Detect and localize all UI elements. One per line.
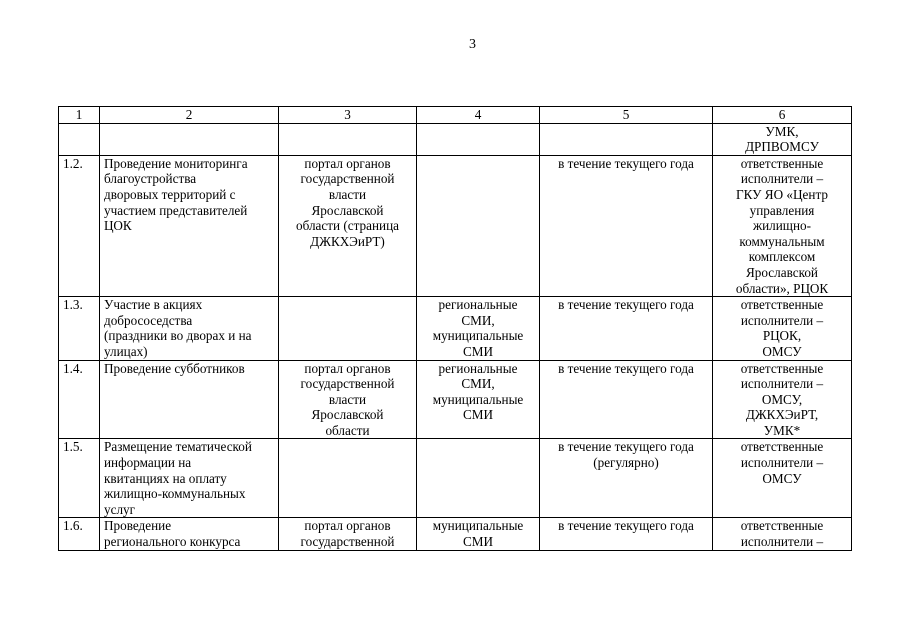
activity-line: услуг — [104, 501, 136, 517]
table-row — [59, 297, 852, 360]
activity-cell — [100, 360, 279, 439]
item-number-cell: 1.6. — [59, 518, 100, 550]
executors-line: исполнители – — [740, 534, 824, 550]
activity-line: улицах) — [104, 343, 148, 359]
portal-line: области — [325, 422, 370, 438]
column-header-3: 3 — [279, 107, 417, 124]
activity-line: Проведение — [104, 518, 172, 534]
portal-cell — [279, 439, 417, 518]
portal-line: власти — [328, 391, 367, 407]
executors-line: Ярославской — [746, 264, 818, 280]
executors-line: ОМСУ — [762, 343, 802, 359]
media-line: СМИ — [462, 343, 494, 359]
activity-line: участием представителей — [104, 202, 248, 218]
activity-line: благоустройства — [104, 171, 197, 187]
portal-line: Ярославской — [311, 202, 384, 218]
executors-line: исполнители – — [740, 312, 824, 328]
portal-cell — [279, 297, 417, 360]
executors-line: ОМСУ, — [761, 391, 803, 407]
period-line: в течение текущего года — [558, 518, 694, 534]
activity-line: квитанциях на оплату — [104, 470, 227, 486]
activity-line: добрососедства — [104, 312, 193, 328]
column-header-6: 6 — [713, 107, 852, 124]
media-line: СМИ — [462, 407, 494, 423]
period-line: в течение текущего года — [558, 360, 694, 376]
portal-line: Ярославской — [311, 407, 384, 423]
portal-line: государственной — [300, 534, 395, 550]
table-row — [59, 518, 852, 550]
activity-line: (праздники во дворах и на — [104, 328, 252, 344]
media-cell — [417, 360, 540, 439]
period-cell — [540, 155, 713, 296]
activity-line: ЦОК — [104, 218, 132, 234]
period-line: в течение текущего года — [558, 155, 694, 171]
portal-line: портал органов — [304, 518, 391, 534]
portal-line: государственной — [300, 376, 395, 392]
table-body — [59, 107, 852, 551]
portal-line: портал органов — [304, 155, 391, 171]
activity-line: Размещение тематической — [104, 439, 252, 455]
executors-line: УМК* — [763, 422, 801, 438]
activity-cell — [100, 518, 279, 550]
executors-line: коммунальным — [739, 233, 825, 249]
period-cell — [540, 123, 713, 155]
executors-line: жилищно- — [752, 218, 811, 234]
item-number-cell: 1.4. — [59, 360, 100, 439]
executors-cell — [713, 155, 852, 296]
executors-line: области», РЦОК — [735, 280, 829, 296]
item-number-cell — [59, 123, 100, 155]
portal-cell — [279, 360, 417, 439]
activity-line: Проведение мониторинга — [104, 155, 248, 171]
activity-cell — [100, 439, 279, 518]
executors-line: ДРПВОМСУ — [745, 139, 819, 155]
item-number-cell: 1.2. — [59, 155, 100, 296]
media-cell — [417, 297, 540, 360]
portal-cell — [279, 518, 417, 550]
period-cell — [540, 439, 713, 518]
column-header-5: 5 — [540, 107, 713, 124]
executors-line: УМК, — [765, 123, 799, 139]
executors-cell — [713, 297, 852, 360]
executors-line: ответственные — [740, 155, 824, 171]
activity-cell — [100, 297, 279, 360]
executors-cell — [713, 439, 852, 518]
period-line: в течение текущего года — [558, 439, 694, 455]
activity-line: регионального конкурса — [104, 534, 241, 550]
table-header-row — [59, 107, 852, 124]
activity-line: дворовых территорий с — [104, 186, 236, 202]
media-line: региональные — [438, 297, 518, 313]
period-cell — [540, 360, 713, 439]
executors-line: исполнители – — [740, 376, 824, 392]
period-line: (регулярно) — [593, 455, 659, 471]
executors-line: исполнители – — [740, 455, 824, 471]
executors-line: ГКУ ЯО «Центр — [736, 186, 828, 202]
period-cell — [540, 297, 713, 360]
media-line: СМИ, — [461, 376, 495, 392]
activity-cell — [100, 155, 279, 296]
activity-line: Проведение субботников — [104, 360, 245, 376]
executors-cell — [713, 123, 852, 155]
activity-line: информации на — [104, 455, 192, 471]
portal-line: власти — [328, 186, 367, 202]
executors-cell — [713, 360, 852, 439]
media-line: муниципальные — [432, 518, 524, 534]
media-cell — [417, 155, 540, 296]
executors-line: ответственные — [740, 360, 824, 376]
media-line: региональные — [438, 360, 518, 376]
executors-line: ответственные — [740, 518, 824, 534]
executors-line: РЦОК, — [762, 328, 802, 344]
column-header-4: 4 — [417, 107, 540, 124]
executors-line: комплексом — [748, 249, 816, 265]
executors-line: ДЖКХЭиРТ, — [745, 407, 819, 423]
portal-line: портал органов — [304, 360, 391, 376]
media-cell — [417, 123, 540, 155]
media-line: муниципальные — [432, 391, 524, 407]
media-cell — [417, 518, 540, 550]
item-number-cell: 1.5. — [59, 439, 100, 518]
period-cell — [540, 518, 713, 550]
media-line: СМИ — [462, 534, 494, 550]
item-number-cell: 1.3. — [59, 297, 100, 360]
table-row — [59, 155, 852, 296]
media-line: СМИ, — [461, 312, 495, 328]
media-line: муниципальные — [432, 328, 524, 344]
column-header-1: 1 — [59, 107, 100, 124]
table-row — [59, 360, 852, 439]
activity-line: Участие в акциях — [104, 297, 203, 313]
portal-line: ДЖКХЭиРТ) — [310, 233, 385, 249]
executors-cell — [713, 518, 852, 550]
executors-line: ОМСУ — [762, 470, 802, 486]
executors-line: ответственные — [740, 297, 824, 313]
period-line: в течение текущего года — [558, 297, 694, 313]
executors-line: ответственные — [740, 439, 824, 455]
portal-cell — [279, 155, 417, 296]
activity-cell — [100, 123, 279, 155]
page-number: 3 — [469, 37, 476, 52]
column-header-2: 2 — [100, 107, 279, 124]
executors-line: исполнители – — [740, 171, 824, 187]
portal-line: области (страница — [295, 218, 400, 234]
activity-line: жилищно-коммунальных — [104, 486, 246, 502]
table-row — [59, 439, 852, 518]
events-table — [58, 106, 852, 551]
table-row — [59, 123, 852, 155]
executors-line: управления — [749, 202, 815, 218]
portal-cell — [279, 123, 417, 155]
media-cell — [417, 439, 540, 518]
portal-line: государственной — [300, 171, 395, 187]
